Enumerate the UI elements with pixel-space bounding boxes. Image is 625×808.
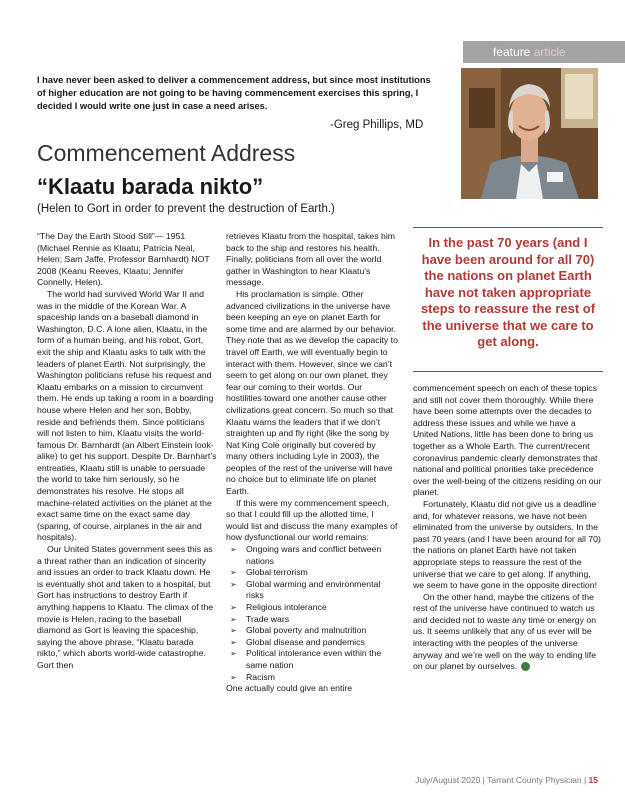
section-tag: [463, 41, 625, 63]
arrow-bullet-icon: ➢: [230, 626, 237, 636]
list-item: [226, 567, 398, 579]
list-item-text: Trade wars: [246, 613, 290, 624]
list-item: [226, 672, 398, 684]
list-item: [226, 648, 398, 671]
end-mark-icon: [521, 662, 530, 671]
list-item: [226, 602, 398, 614]
list-item: [226, 625, 398, 637]
list-item-text: Religious intolerance: [246, 602, 327, 612]
paragraph: commencement speech on each of these topics and still not cover them thoroughly. While there have been some attempts over the decades to address these issues and while we have a United Nations, little has been done to bring us together as a Whole Earth. The current/recent coronavirus pandemic clearly demonstrates that national and political priorities take precedence over the well-being of the citizens residing on our planet.: [413, 383, 602, 498]
section-tag-accent: article: [533, 45, 566, 59]
author-photo: [461, 68, 598, 199]
paragraph: Fortunately, Klaatu did not give us a deadline and, for whatever reasons, we have not been eliminated from the universe by outsiders. In the past 70 years (and I have been around for all 70) the nations on planet Earth have not taken appropriate steps to reassure the rest of the universe that we care to get along. If anything, we seem to have gone in the opposite direction!: [413, 498, 601, 591]
list-item: [226, 579, 398, 602]
article-title: “Klaatu barada nikto”: [37, 174, 264, 199]
paragraph: The world had survived World War II and was in the middle of the Korean War. A spaceship lands on a baseball diamond in Washington, D.C. A lone alien, Klaatu, in the form of a human being, and his robot, Gort, exit the ship and Klaatu asks to talk with the leaders of planet Earth. Not surprisingly, the Washington politicians refuse his request and Klaatu embarks on a mission to circumvent them. He ends up taking a room in a boarding house where Helen and her son, Bobby, reside and befriends them. Since politicians will not listen to him, Klaatu visits the world-famous Dr. Barnhardt (an Albert Einstein look-alike) to get his support. Despite Dr. Barnhart’s entreaties, Klaatu still is unable to persuade the world to take him seriously, so he demonstrates his resolve. He stops all machine-related activities on the planet at the exact same time on the exact same day (sparing, of course, airplanes in the air and hospitals).: [37, 288, 217, 543]
arrow-bullet-icon: ➢: [230, 603, 237, 612]
column-2: [226, 231, 398, 695]
column-3: [413, 383, 603, 673]
footer-text: July/August 2020 | Tarrant County Physician |: [415, 775, 589, 785]
paragraph-text: On the other hand, maybe the citizens of the rest of the universe have continued to watch us and decided not to waste any time or energy on us. It seems unlikely that any of us ever will be interacting with the peoples of the universe anyway and we’re well on the way to ending life on our planet by ourselves.: [413, 591, 597, 672]
arrow-bullet-icon: ➢: [230, 672, 237, 682]
list-item-text: Global terrorism: [246, 567, 308, 578]
arrow-bullet-icon: ➢: [230, 545, 237, 555]
arrow-bullet-icon: ➢: [230, 568, 237, 578]
arrow-bullet-icon: ➢: [230, 614, 237, 624]
list-item-text: Racism: [246, 671, 275, 682]
list-item-text: Political intolerance even within the same nation: [246, 648, 382, 670]
paragraph: One actually could give an entire: [226, 683, 353, 694]
article-subtitle: (Helen to Gort in order to prevent the destruction of Earth.): [37, 203, 335, 215]
arrow-bullet-icon: ➢: [230, 579, 237, 589]
page-heading: Commencement Address: [37, 140, 296, 166]
page-number: 15: [588, 775, 598, 785]
list-item: [226, 544, 398, 567]
column-1: [37, 231, 217, 672]
author-photo-illustration: [461, 68, 598, 199]
arrow-bullet-icon: ➢: [230, 637, 237, 647]
paragraph: retrieves Klaatu from the hospital, takes him back to the ship and restores his health. Finally, politicians from all over the world gather in Washington to hear Klaatu’s message.: [226, 231, 395, 288]
bullet-list: [226, 544, 398, 683]
list-item-text: Global poverty and malnutrition: [246, 625, 367, 636]
paragraph: If this were my commencement speech, so that I could fill up the allotted time, I would list and discuss the many examples of how dysfunctional our world remains:: [226, 497, 398, 543]
list-item-text: Global disease and pandemics: [246, 636, 365, 647]
list-item: [226, 614, 398, 626]
page-footer: [415, 775, 598, 785]
list-item: [226, 637, 398, 649]
byline: -Greg Phillips, MD: [330, 119, 424, 131]
paragraph: Our United States government sees this as a threat rather than an indication of sincerity and issues an order to track Klaatu down. He is eventually shot and taken to a hospital, but Gort has instructions to destroy Earth if anything happens to Klaatu. The climax of the movie is Helen, racing to the baseball diamond as Gort is leaving the spaceship, saying the above phrase, “Klaatu barada nikto,” which aborts world-wide catastrophe. Gort then: [37, 544, 214, 670]
pull-quote: [413, 227, 603, 372]
paragraph: His proclamation is simple. Other advanced civilizations in the universe have been keeping an eye on planet Earth for some time and are alarmed by our behavior. They note that as we develop the capacity to travel off Earth, we will eventually begin to interact with them. However, since we can’t seem to get along on our own planet, they fear our coming to their worlds. Our hostilities toward one another cause other civilizations great concern. So much so that Klaatu warns the leaders that if we don’t straighten up and fly right (like the song by Nat King Cole originally but covered by many others including Lyle in 2003), the peoples of the rest of the universe will have no choice but to eliminate life on planet Earth.: [226, 288, 398, 497]
section-tag-prefix: feature: [493, 45, 534, 59]
paragraph: [413, 592, 603, 673]
list-item-text: Global warming and environmental risks: [246, 578, 381, 601]
arrow-bullet-icon: ➢: [230, 649, 237, 659]
list-item-text: Ongoing wars and conflict between nations: [246, 544, 382, 566]
intro-text: I have never been asked to deliver a commencement address, but since most institutions of higher education are not going to be having commencement exercises this spring, I decided I would write one just in case a need arises.: [37, 75, 431, 111]
paragraph: “The Day the Earth Stood Still”— 1951 (Michael Rennie as Klaatu; Patricia Neal, Helen; Sam Jaffe, Professor Barnhardt) NOT 2008 (Keanu Reeves, Klaatu; Jennifer Connelly, Helen).: [37, 231, 210, 288]
pull-quote-text: In the past 70 years (and I have been around for all 70) the nations on planet Earth have not taken appropriate steps to reassure the rest of the universe that we care to get along.: [420, 235, 596, 349]
